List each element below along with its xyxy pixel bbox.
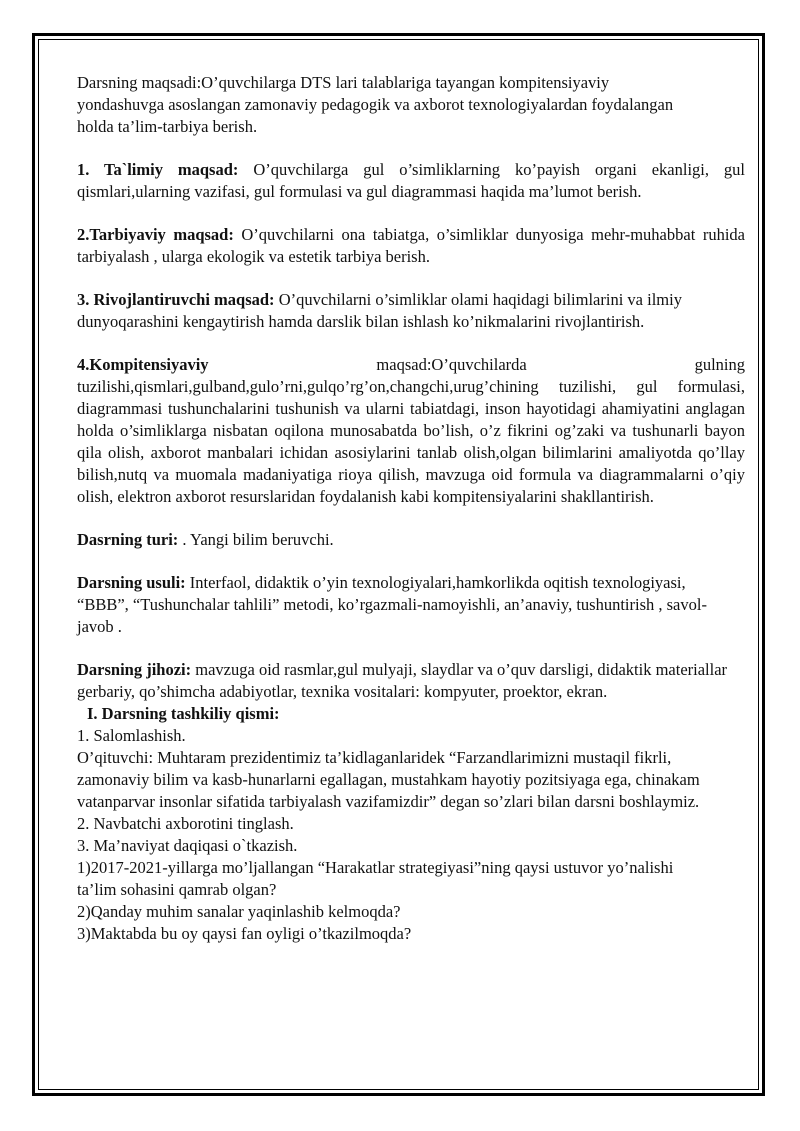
lesson-equipment-text: mavzuga oid rasmlar,gul mulyaji, slaydlar va o’quv darsligi, didaktik materiallar gerbariy, qo’shimcha adabiyotlar, texnika vositalari: kompyuter, proektor, ekran.	[77, 660, 728, 701]
question-item: 3)Maktabda bu oy qaysi fan oyligi o’tkazilmoqda?	[77, 924, 412, 943]
teacher-quote-paragraph: O’qituvchi: Muhtaram prezidentimiz ta’kidlaganlaridek “Farzandlarimizni mustaqil fikrli, zamonaviy bilim va kasb-hunarlarni egallagan, mustahkam hayotiy pozitsiyaga ega, chinakam vatanparvar insonlar sifatida tarbiyalash vazifamizdir” degan so’zlari bilan darsni boshlaymiz.	[77, 748, 700, 811]
upbringing-goal-paragraph	[77, 224, 745, 268]
lesson-method-paragraph	[77, 572, 707, 638]
lesson-type-text: . Yangi bilim beruvchi.	[178, 530, 334, 549]
upbringing-goal-label: 2.Tarbiyaviy maqsad:	[77, 225, 234, 244]
lesson-type-paragraph	[77, 529, 745, 551]
upbringing-goal-text: O’quvchilarni ona tabiatga, o’simliklar dunyosiga mehr-muhabbat ruhida tarbiyalash , ularga ekologik va estetik tarbiya berish.	[77, 225, 745, 266]
educational-goal-paragraph	[77, 159, 745, 203]
question-item: 2)Qanday muhim sanalar yaqinlashib kelmoqda?	[77, 902, 401, 921]
developmental-goal-text: O’quvchilarni o’simliklar olami haqidagi bilimlarini va ilmiy dunyoqarashini kengaytirish hamda darslik bilan ishlash ko’nikmalarini rivojlantirish.	[77, 290, 682, 331]
competency-goal-label: 4.Kompitensiyaviy	[77, 355, 209, 374]
competency-goal-paragraph	[77, 354, 745, 508]
lesson-equipment-label: Darsning jihozi:	[77, 660, 192, 679]
list-item: 2. Navbatchi axborotini tinglash.	[77, 814, 294, 833]
lesson-type-label: Dasrning turi:	[77, 530, 179, 549]
list-item: 3. Ma’naviyat daqiqasi o`tkazish.	[77, 836, 298, 855]
developmental-goal-label: 3. Rivojlantiruvchi maqsad:	[77, 290, 275, 309]
competency-goal-text: maqsad:O’quvchilarda gulning tuzilishi,qismlari,gulband,gulo’rni,gulqo’rg’on,changchi,urug’chining tuzilishi, gul formulasi, diagrammasi tushunchalarini tushunish va ularni tabiatdagi, inson hayotidagi ahamiyatini anglagan holda o’simliklarga nisbatan oqilona munosabatda bo’lish, o’z fikrini og’zaki va tushunarli bayon qila olish, axborot manbalari ichidan asosiylarini tanlab olish,olgan bilimlarini amaliyotda qo’llay bilish,nutq va muomala madaniyatiga rioya qilish, mavzuga oid formula va diagrammalarni o’qiy olish, elektron axborot resurslaridan foydalanish kabi kompitensiyalarini shakllantirish.	[77, 355, 745, 506]
lesson-method-label: Darsning usuli:	[77, 573, 186, 592]
document-body	[77, 72, 745, 945]
developmental-goal-paragraph	[77, 289, 702, 333]
list-item: 1. Salomlashish.	[77, 726, 186, 745]
educational-goal-text: O’quvchilarga gul o’simliklarning ko’payish organi ekanligi, gul qismlari,ularning vazifasi, gul formulasi va gul diagrammasi haqida ma’lumot berish.	[77, 160, 745, 201]
lesson-equipment-paragraph	[77, 659, 745, 703]
lesson-aim-paragraph: Darsning maqsadi:O’quvchilarga DTS lari talablariga tayangan kompitensiyaviy yondashuvga asoslangan zamonaviy pedagogik va axborot texnologiyalardan foydalangan holda ta’lim-tarbiya berish.	[77, 73, 674, 136]
educational-goal-label: 1. Ta`limiy maqsad:	[77, 160, 239, 179]
lesson-method-text: Interfaol, didaktik o’yin texnologiyalari,hamkorlikda oqitish texnologiyasi, “BBB”, “Tushunchalar tahlili” metodi, ko’rgazmali-namoyishli, an’anaviy, tushuntirish , savol-javob .	[77, 573, 707, 636]
section-heading: I. Darsning tashkiliy qismi:	[87, 704, 280, 723]
question-item: 1)2017-2021-yillarga mo’ljallangan “Harakatlar strategiyasi”ning qaysi ustuvor yo’nalishi ta’lim sohasini qamrab olgan?	[77, 858, 674, 899]
